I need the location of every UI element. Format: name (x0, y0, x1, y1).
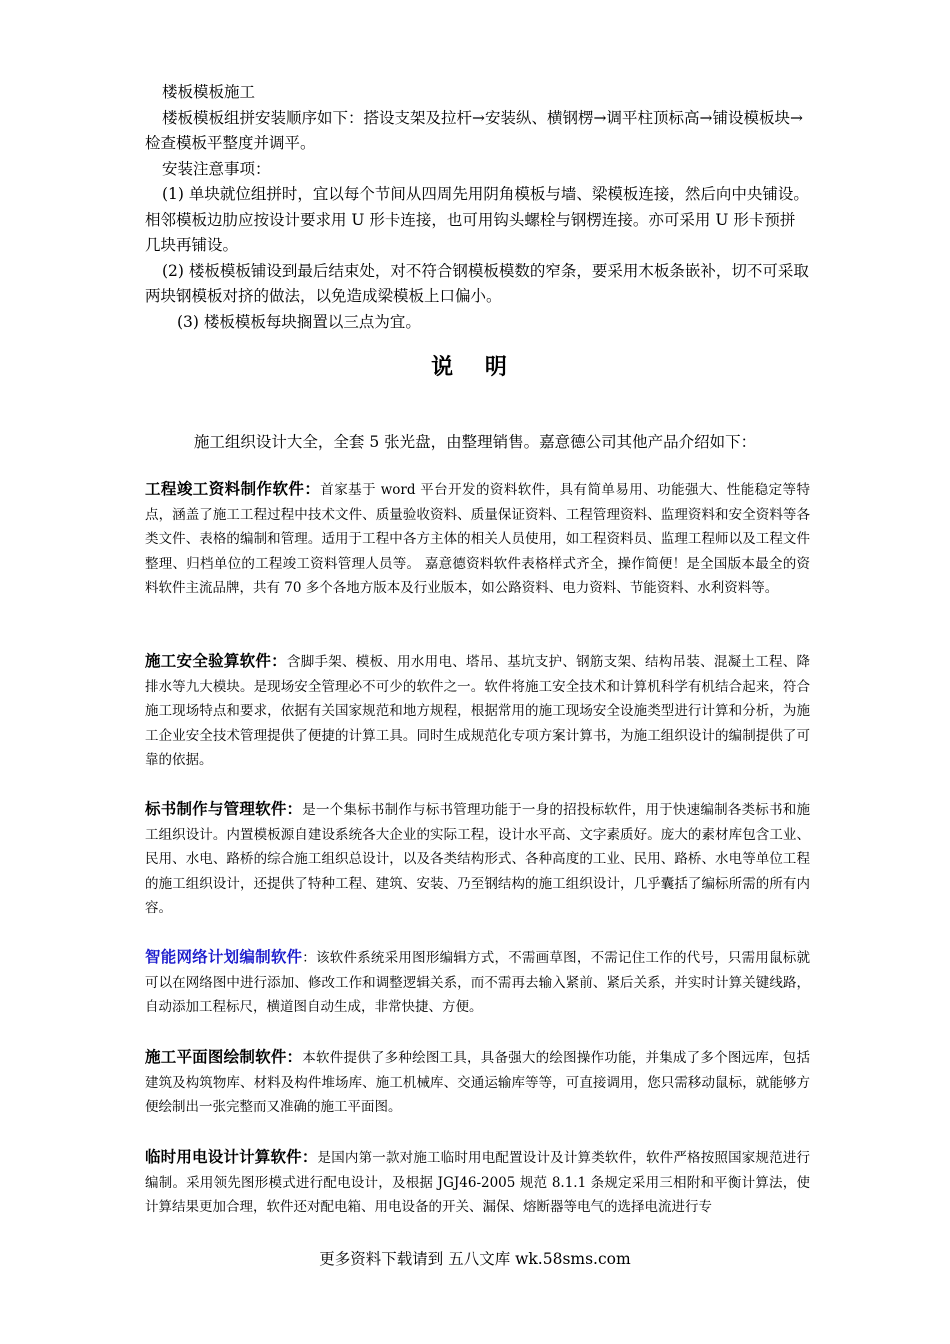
product-title: 标书制作与管理软件： (145, 800, 303, 818)
page-heading: 说 明 (431, 355, 519, 380)
product-title-link[interactable]: 智能网络计划编制软件 (145, 948, 303, 966)
intro-paragraph: 施工组织设计大全，全套 5 张光盘，由整理销售。嘉意德公司其他产品介绍如下： (193, 433, 757, 451)
note-1: (1) 单块就位组拼时，宜以每个节间从四周先用阴角模板与墙、梁模板连接，然后向中央铺设。相邻模板边肋应按设计要求用 U 形卡连接，也可用钩头螺栓与钢楞连接。亦可采用 U 形卡预拼几块再铺设。 (145, 185, 809, 254)
note-2: (2) 楼板模板铺设到最后结束处，对不符合钢模板模数的窄条，要采用木板条嵌补，切不可采取两块钢模板对挤的做法，以免造成梁模板上口偏小。 (145, 261, 809, 305)
product-description: 是国内第一款对施工临时用电配置设计及计算类软件，软件严格按照国家规范进行编制。采用领先图形模式进行配电设计，及根据 JGJ46-2005 规范 8.1.1 条规定采用三相附和平衡计算法，使计算结果更加合理，软件还对配电箱、用电设备的开关、漏保、熔断器等电气的选择电流进行专 (145, 1150, 810, 1215)
title-separator: ： (302, 950, 317, 966)
product-description: 是一个集标书制作与标书管理功能于一身的招投标软件，用于快速编制各类标书和施工组织设计。内置模板源自建设系统各大企业的实际工程，设计水平高、文字素质好。庞大的素材库包含工业、民用、水电、路桥的综合施工组织总设计，以及各类结构形式、各种高度的工业、民用、路桥、水电等单位工程的施工组织设计，还提供了特种工程、建筑、安装、乃至钢结构的施工组织设计，几乎囊括了编标所需的所有内容。 (145, 802, 810, 916)
product-section-4 (145, 945, 810, 1020)
product-section-5 (145, 1045, 810, 1120)
notes-label: 安装注意事项： (162, 159, 271, 178)
product-description: 本软件提供了多种绘图工具，具备强大的绘图操作功能，并集成了多个图远库，包括建筑及构筑物库、材料及构件堆场库、施工机械库、交通运输库等等，可直接调用，您只需移动鼠标，就能够方便绘制出一张完整而又准确的施工平面图。 (145, 1050, 810, 1115)
product-title: 临时用电设计计算软件： (145, 1148, 318, 1166)
section-title: 楼板模板施工 (162, 83, 256, 101)
product-description: 首家基于 word 平台开发的资料软件，具有简单易用、功能强大、性能稳定等特点，涵盖了施工工程过程中技术文件、质量验收资料、质量保证资料、工程管理资料、监理资料和安全资料等各类文件、表格的编制和管理。适用于工程中各方主体的相关人员使用，如工程资料员、监理工程师以及工程文件整理、归档单位的工程竣工资料管理人员等。 嘉意德资料软件表格样式齐全，操作简便！是全国版本最全的资料软件主流品牌，共有 70 多个各地方版本及行业版本，如公路资料、电力资料、节能资料、水利资料等。 (145, 482, 810, 596)
note-3: (3) 楼板模板每块搁置以三点为宜。 (177, 312, 421, 331)
page-footer: 更多资料下载请到 五八文库 wk.58sms.com (319, 1250, 631, 1268)
product-section-1 (145, 477, 810, 601)
product-section-2 (145, 649, 810, 773)
product-section-6 (145, 1145, 810, 1220)
product-title: 工程竣工资料制作软件： (145, 480, 321, 498)
product-section-3 (145, 797, 810, 921)
product-description: 该软件系统采用图形编辑方式，不需画草图，不需记住工作的代号，只需用鼠标就可以在网络图中进行添加、修改工作和调整逻辑关系，而不需再去输入紧前、紧后关系，并实时计算关键线路，自动添加工程标尺，横道图自动生成，非常快捷、方便。 (145, 950, 810, 1015)
sequence-paragraph: 楼板模板组拼安装顺序如下：搭设支架及拉杆→安装纵、横钢楞→调平柱顶标高→铺设模板块→检查模板平整度并调平。 (145, 108, 803, 152)
product-title: 施工平面图绘制软件： (145, 1048, 303, 1066)
product-description: 含脚手架、模板、用水用电、塔吊、基坑支护、钢筋支架、结构吊装、混凝土工程、降排水等九大模块。是现场安全管理必不可少的软件之一。软件将施工安全技术和计算机科学有机结合起来，符合施工现场特点和要求，依据有关国家规范和地方规程，根据常用的施工现场安全设施类型进行计算和分析，为施工企业安全技术管理提供了便捷的计算工具。同时生成规范化专项方案计算书，为施工组织设计的编制提供了可靠的依据。 (145, 654, 810, 768)
formwork-section (145, 80, 810, 335)
product-title: 施工安全验算软件： (145, 652, 287, 670)
